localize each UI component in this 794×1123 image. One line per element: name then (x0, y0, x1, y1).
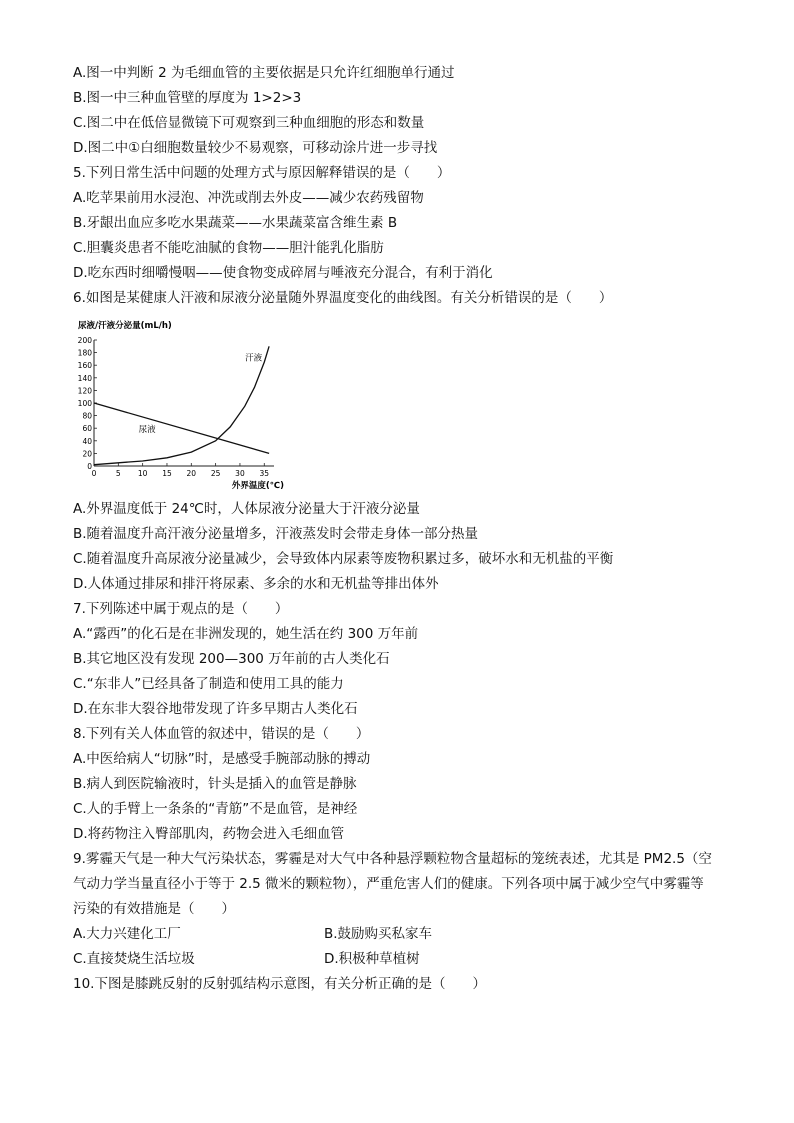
x-tick-label: 5 (115, 469, 121, 478)
chart-x-axis-label: 外界温度(℃) (231, 481, 284, 491)
y-tick-label: 20 (82, 449, 92, 459)
q5-option-a: A.吃苹果前用水浸泡、冲洗或削去外皮——减少农药残留物 (73, 190, 424, 206)
q7-stem: 7.下列陈述中属于观点的是（ ） (73, 601, 289, 617)
q6-option-b: B.随着温度升高汗液分泌量增多，汗液蒸发时会带走身体一部分热量 (73, 526, 479, 542)
q9-stem-line-3: 污染的有效措施是（ ） (73, 901, 235, 917)
y-tick-label: 60 (82, 424, 92, 434)
q6-option-c: C.随着温度升高尿液分泌量减少，会导致体内尿素等废物积累过多，破坏水和无机盐的平衡 (73, 551, 614, 567)
q7-option-d: D.在东非大裂谷地带发现了许多早期古人类化石 (73, 701, 358, 717)
y-tick-label: 0 (87, 462, 92, 471)
q5-option-c: C.胆囊炎患者不能吃油腻的食物——胆汁能乳化脂肪 (73, 240, 384, 256)
q4-option-a: A.图一中判断 2 为毛细血管的主要依据是只允许红细胞单行通过 (73, 65, 455, 81)
q9-stem-line-1: 9.雾霾天气是一种大气污染状态，雾霾是对大气中各种悬浮颗粒物含量超标的笼统表述，尤其是 PM2.5（空 (73, 851, 712, 867)
sweat-urine-chart (70, 316, 290, 494)
x-tick-label: 35 (259, 469, 270, 478)
q4-option-d: D.图二中①白细胞数量较少不易观察，可移动涂片进一步寻找 (73, 140, 438, 156)
q5-stem: 5.下列日常生活中问题的处理方式与原因解释错误的是（ ） (73, 165, 451, 181)
series-label-sweat: 汗液 (245, 353, 263, 364)
x-tick-label: 30 (235, 469, 245, 478)
y-tick-label: 100 (77, 399, 92, 408)
q10-stem: 10.下图是膝跳反射的反射弧结构示意图，有关分析正确的是（ ） (73, 976, 486, 992)
q4-option-b: B.图一中三种血管壁的厚度为 1>2>3 (73, 90, 302, 106)
x-tick-label: 20 (186, 469, 197, 478)
q9-option-d: D.积极种草植树 (324, 951, 420, 967)
q6-option-d: D.人体通过排尿和排汗将尿素、多余的水和无机盐等排出体外 (73, 576, 439, 592)
chart-series (94, 346, 269, 464)
q5-option-d: D.吃东西时细嚼慢咽——使食物变成碎屑与唾液充分混合，有利于消化 (73, 265, 493, 281)
q8-option-d: D.将药物注入臀部肌肉，药物会进入毛细血管 (73, 826, 345, 842)
y-tick-label: 120 (77, 386, 92, 396)
y-tick-label: 40 (82, 436, 92, 446)
x-tick-label: 25 (210, 469, 221, 478)
q9-option-a: A.大力兴建化工厂 (73, 926, 181, 942)
q9-option-c: C.直接焚烧生活垃圾 (73, 951, 195, 967)
chart-x-ticks (92, 463, 270, 478)
q8-option-a: A.中医给病人“切脉”时，是感受手腕部动脉的搏动 (73, 751, 371, 767)
q9-option-b: B.鼓励购买私家车 (324, 926, 433, 942)
q8-option-c: C.人的手臂上一条条的“青筋”不是血管，是神经 (73, 801, 358, 817)
x-tick-label: 10 (137, 469, 148, 478)
q7-option-c: C.“东非人”已经具备了制造和使用工具的能力 (73, 676, 344, 692)
x-tick-label: 0 (91, 469, 97, 478)
x-tick-label: 15 (162, 469, 172, 478)
q8-stem: 8.下列有关人体血管的叙述中，错误的是（ ） (73, 726, 370, 742)
q6-stem: 6.如图是某健康人汗液和尿液分泌量随外界温度变化的曲线图。有关分析错误的是（ ） (73, 290, 613, 306)
q4-option-c: C.图二中在低倍显微镜下可观察到三种血细胞的形态和数量 (73, 115, 425, 131)
q6-option-a: A.外界温度低于 24℃时，人体尿液分泌量大于汗液分泌量 (73, 501, 420, 517)
q5-option-b: B.牙龈出血应多吃水果蔬菜——水果蔬菜富含维生素 B (73, 215, 398, 231)
y-tick-label: 160 (77, 361, 92, 371)
series-label-urine: 尿液 (138, 425, 156, 436)
series-line-urine (94, 403, 269, 453)
q9-stem-line-2: 气动力学当量直径小于等于 2.5 微米的颗粒物），严重危害人们的健康。下列各项中属于减少空气中雾霾等 (73, 876, 704, 892)
y-tick-label: 200 (77, 336, 92, 345)
chart-y-axis-label: 尿液/汗液分泌量(mL/h) (78, 321, 172, 331)
series-line-sweat (94, 346, 269, 464)
y-tick-label: 80 (82, 411, 92, 421)
y-tick-label: 180 (77, 348, 92, 358)
y-tick-label: 140 (77, 373, 92, 383)
q7-option-b: B.其它地区没有发现 200—300 万年前的古人类化石 (73, 651, 390, 667)
q7-option-a: A.“露西”的化石是在非洲发现的，她生活在约 300 万年前 (73, 626, 419, 642)
q8-option-b: B.病人到医院输液时，针头是插入的血管是静脉 (73, 776, 357, 792)
